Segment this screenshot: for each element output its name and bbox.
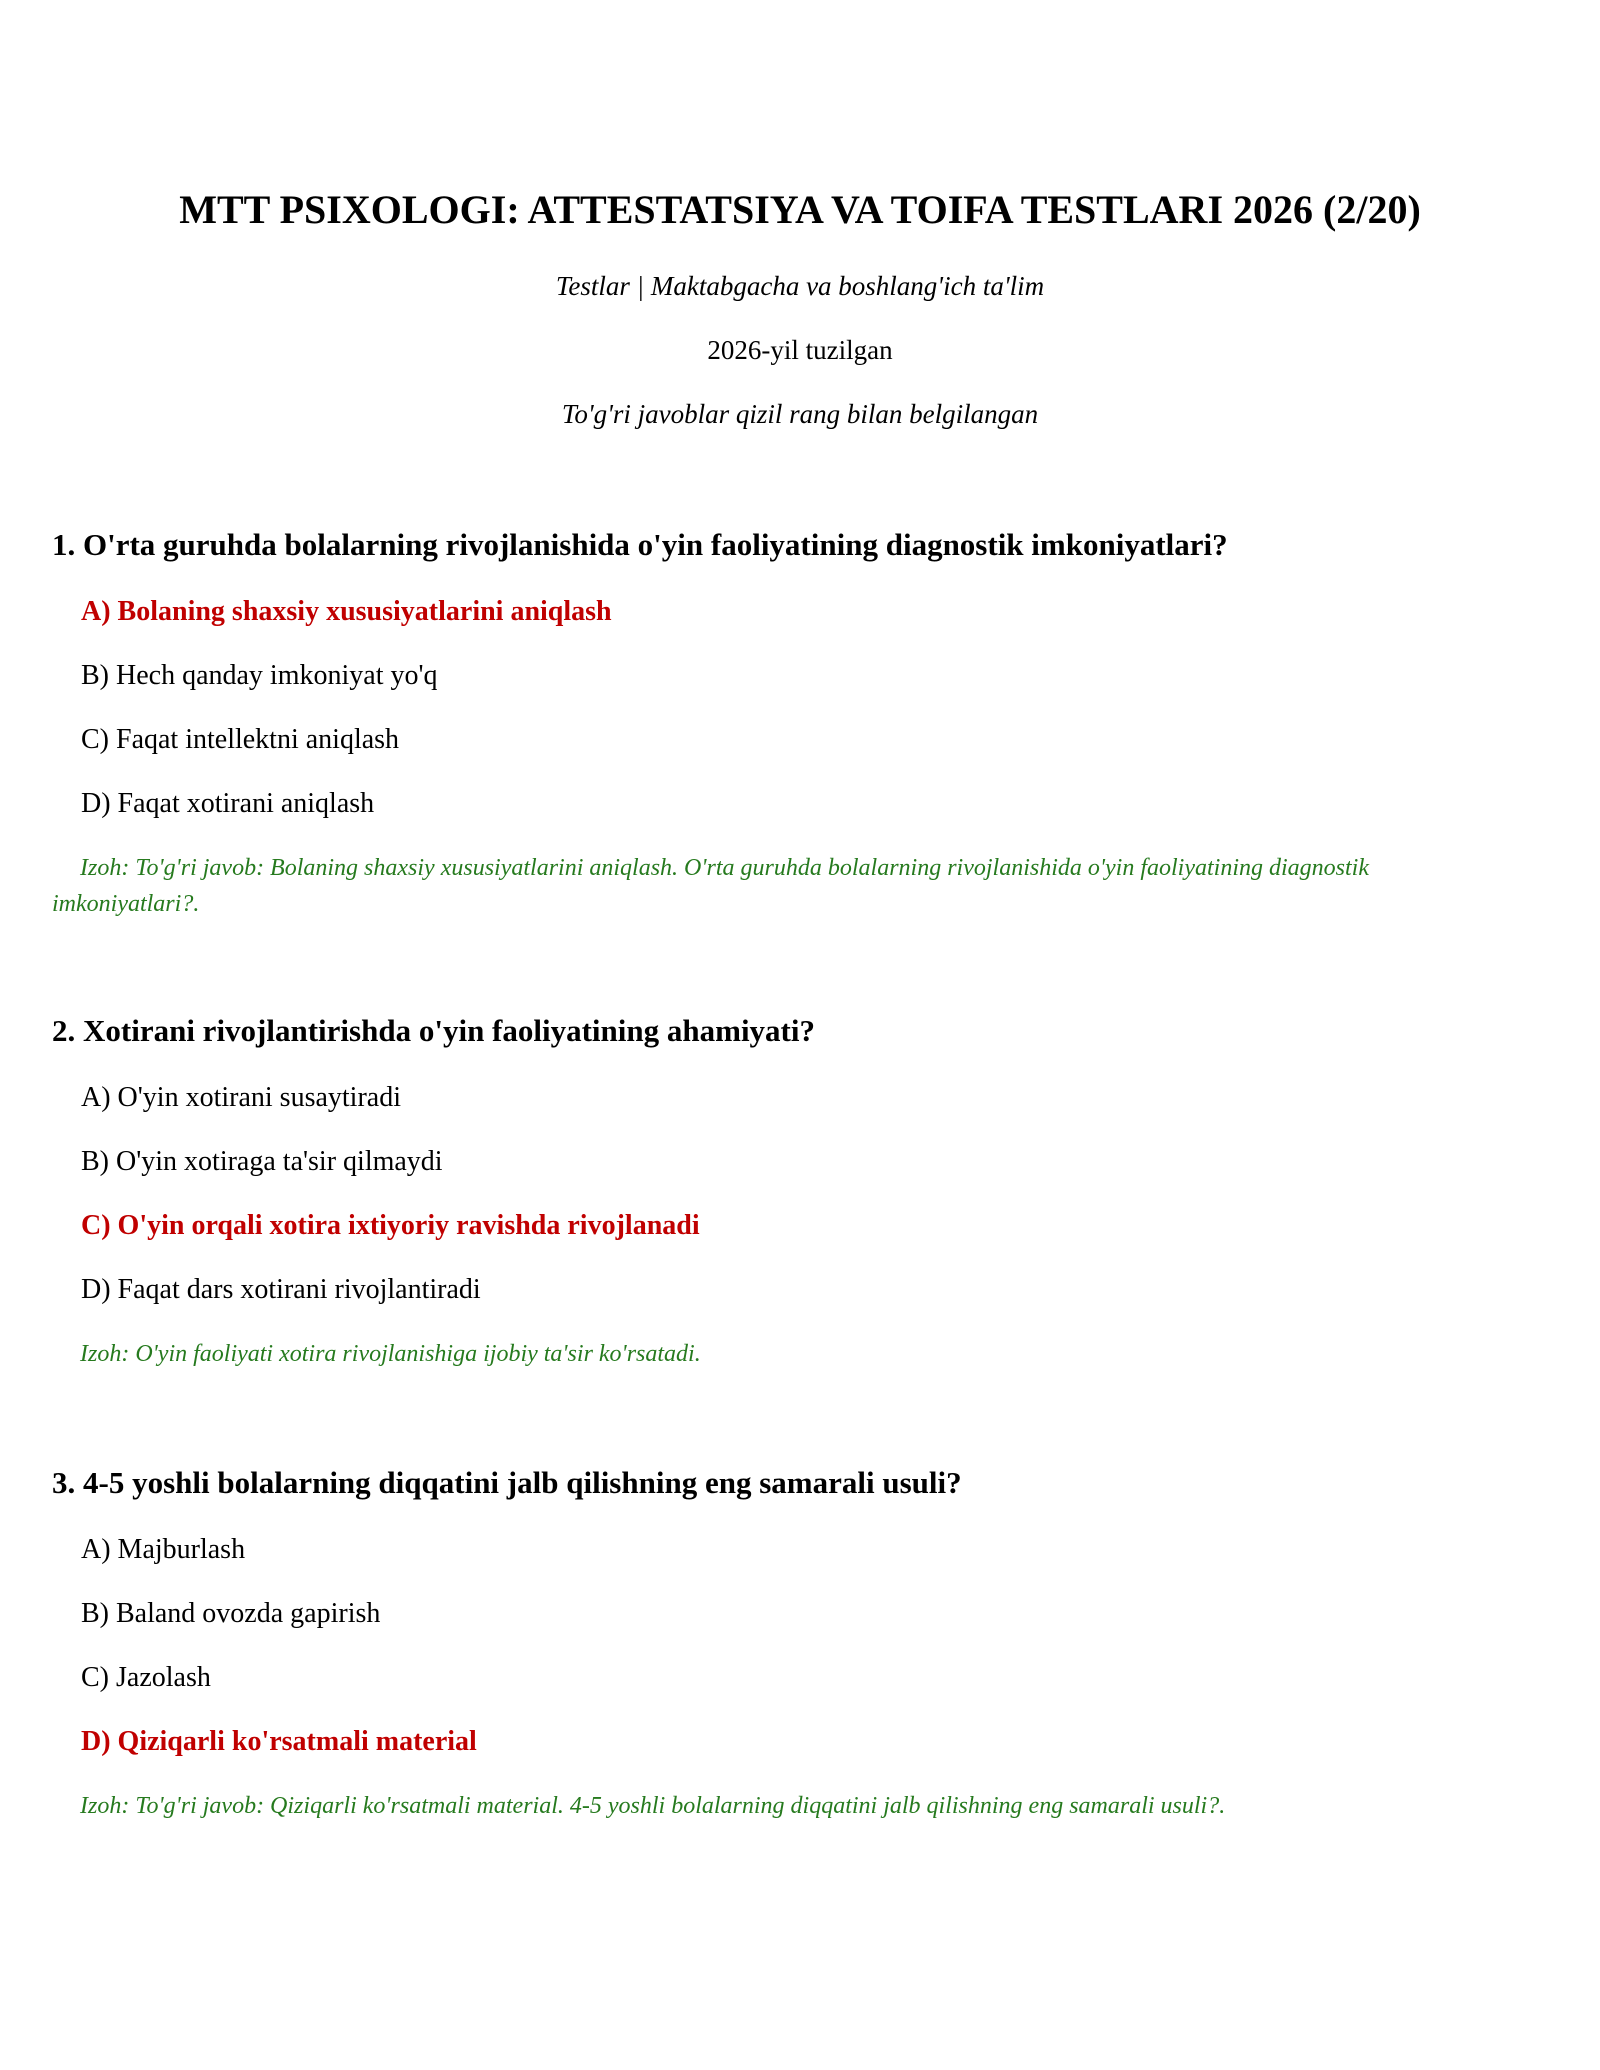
question-2-option-d: D) Faqat dars xotirani rivojlantiradi xyxy=(81,1274,481,1305)
document-year-line: 2026-yil tuzilgan xyxy=(707,335,893,365)
document-title: MTT PSIXOLOGI: ATTESTATSIYA VA TOIFA TESTLARI 2026 (2/20) xyxy=(179,187,1421,232)
document-subtitle: Testlar | Maktabgacha va boshlang'ich ta'lim xyxy=(555,271,1045,301)
question-1-option-d: D) Faqat xotirani aniqlash xyxy=(81,788,375,819)
question-2-option-b: B) O'yin xotiraga ta'sir qilmaydi xyxy=(81,1146,443,1177)
question-3-note: Izoh: To'g'ri javob: Qiziqarli ko'rsatmali material. 4-5 yoshli bolalarning diqqatini jalb qilishning eng samarali usuli?. xyxy=(80,1793,1226,1819)
question-3-option-c: C) Jazolash xyxy=(81,1662,211,1693)
question-1-option-c: C) Faqat intellektni aniqlash xyxy=(81,724,400,755)
question-1-note: Izoh: To'g'ri javob: Bolaning shaxsiy xususiyatlarini aniqlash. O'rta guruhda bolalarning rivojlanishida o'yin faoliyatining diagnostik imkoniyatlari?. xyxy=(52,855,1369,917)
question-2-option-a: A) O'yin xotirani susaytiradi xyxy=(81,1082,401,1113)
question-3-option-b: B) Baland ovozda gapirish xyxy=(81,1598,381,1629)
question-3-option-a: A) Majburlash xyxy=(81,1534,246,1565)
question-2-text: 2. Xotirani rivojlantirishda o'yin faoliyatining ahamiyati? xyxy=(52,1013,815,1048)
question-1-option-b: B) Hech qanday imkoniyat yo'q xyxy=(81,660,438,691)
question-3-option-d: D) Qiziqarli ko'rsatmali material xyxy=(81,1726,477,1757)
question-1-option-a: A) Bolaning shaxsiy xususiyatlarini aniqlash xyxy=(81,596,612,627)
question-2-option-c: C) O'yin orqali xotira ixtiyoriy ravishda rivojlanadi xyxy=(81,1210,700,1241)
question-2-note: Izoh: O'yin faoliyati xotira rivojlanishiga ijobiy ta'sir ko'rsatadi. xyxy=(80,1341,701,1367)
question-1-text: 1. O'rta guruhda bolalarning rivojlanishida o'yin faoliyatining diagnostik imkoniyatlari? xyxy=(52,527,1228,562)
question-3-text: 3. 4-5 yoshli bolalarning diqqatini jalb qilishning eng samarali usuli? xyxy=(52,1465,962,1500)
answer-legend-line: To'g'ri javoblar qizil rang bilan belgilangan xyxy=(561,399,1039,429)
